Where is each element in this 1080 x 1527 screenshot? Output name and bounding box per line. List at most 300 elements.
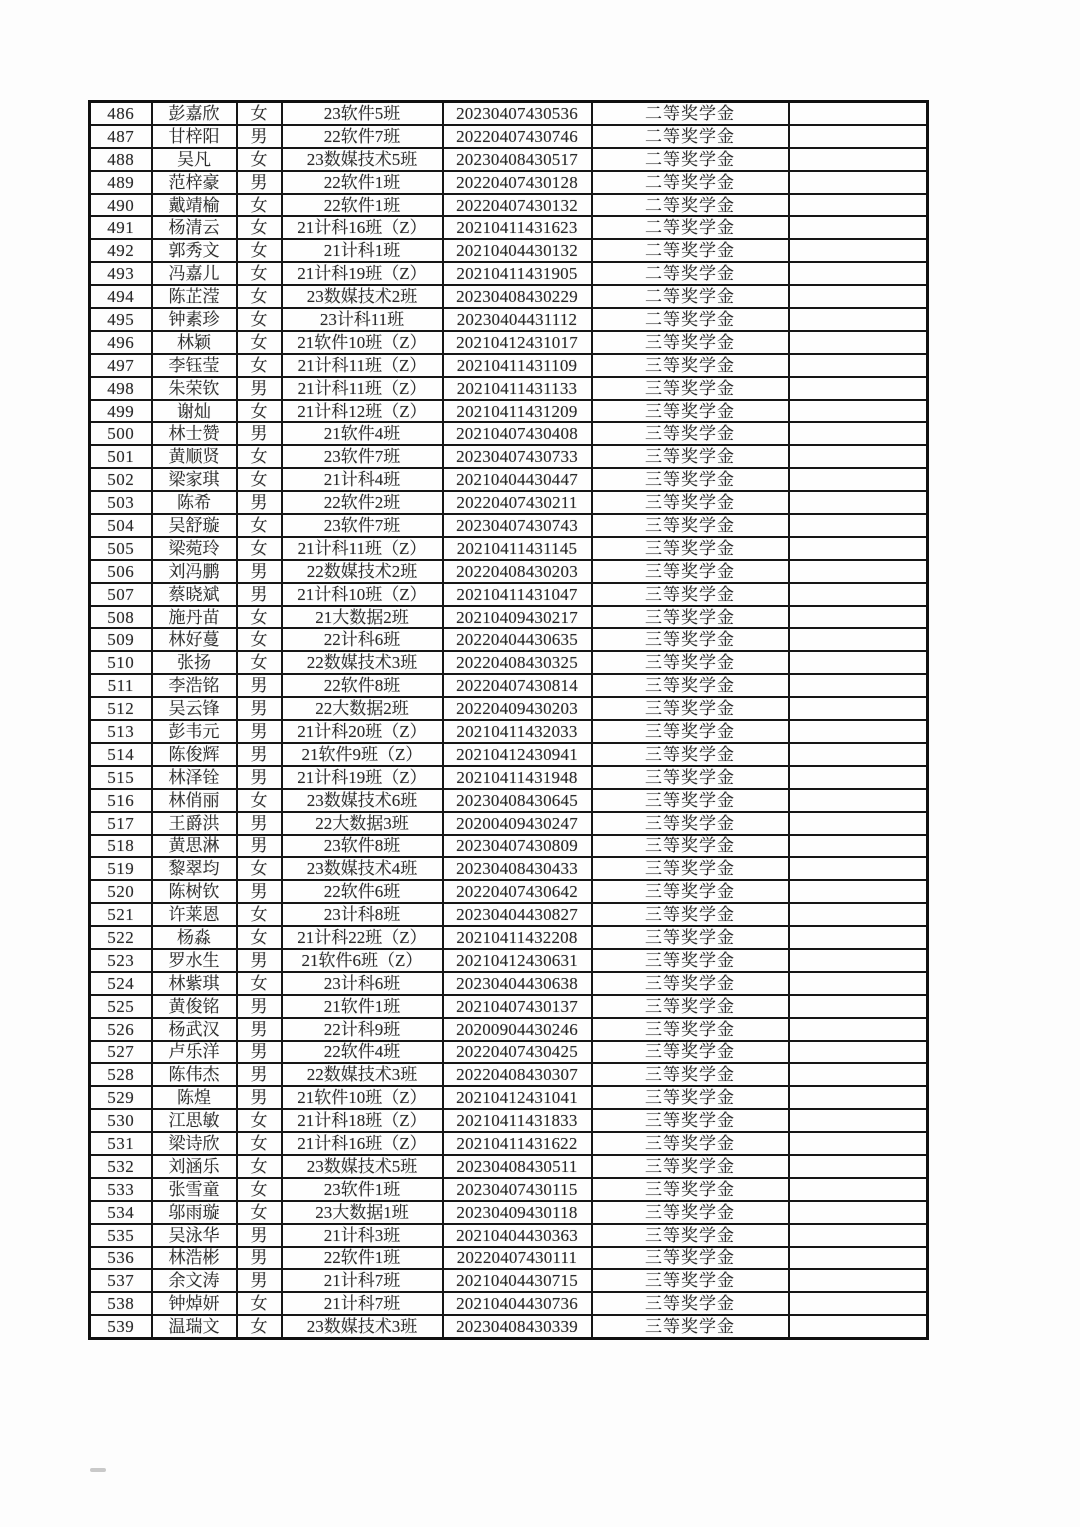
empty-cell xyxy=(789,1109,928,1132)
student-name: 范梓豪 xyxy=(152,171,237,194)
row-number: 523 xyxy=(90,949,152,972)
table-row xyxy=(90,285,928,308)
student-id: 20210404430736 xyxy=(443,1292,592,1315)
row-number: 505 xyxy=(90,537,152,560)
gender: 女 xyxy=(237,903,282,926)
scholarship-level: 三等奖学金 xyxy=(592,1292,789,1315)
student-id: 20230404430827 xyxy=(443,903,592,926)
row-number: 506 xyxy=(90,560,152,583)
row-number: 513 xyxy=(90,720,152,743)
class-name: 23数媒技术5班 xyxy=(282,148,443,171)
table-row xyxy=(90,331,928,354)
class-name: 22数媒技术3班 xyxy=(282,1063,443,1086)
student-id: 20230407430115 xyxy=(443,1178,592,1201)
student-name: 罗水生 xyxy=(152,949,237,972)
empty-cell xyxy=(789,445,928,468)
empty-cell xyxy=(789,560,928,583)
student-name: 江思敏 xyxy=(152,1109,237,1132)
empty-cell xyxy=(789,743,928,766)
student-name: 刘涵乐 xyxy=(152,1155,237,1178)
student-id: 20230407430733 xyxy=(443,445,592,468)
empty-cell xyxy=(789,1086,928,1109)
student-name: 卢乐洋 xyxy=(152,1041,237,1064)
table-row xyxy=(90,354,928,377)
student-name: 杨武汉 xyxy=(152,1018,237,1041)
student-id: 20210411432208 xyxy=(443,926,592,949)
class-name: 21软件6班（Z） xyxy=(282,949,443,972)
gender: 男 xyxy=(237,720,282,743)
gender: 男 xyxy=(237,674,282,697)
student-id: 20220404430635 xyxy=(443,628,592,651)
class-name: 22大数据3班 xyxy=(282,812,443,835)
gender: 男 xyxy=(237,995,282,1018)
table-row xyxy=(90,377,928,400)
row-number: 537 xyxy=(90,1269,152,1292)
scholarship-level: 三等奖学金 xyxy=(592,1109,789,1132)
student-name: 杨清云 xyxy=(152,216,237,239)
empty-cell xyxy=(789,491,928,514)
row-number: 496 xyxy=(90,331,152,354)
scholarship-level: 三等奖学金 xyxy=(592,583,789,606)
class-name: 21计科16班（Z） xyxy=(282,1132,443,1155)
table-row xyxy=(90,949,928,972)
table-row xyxy=(90,720,928,743)
student-id: 20210412430941 xyxy=(443,743,592,766)
table-row xyxy=(90,697,928,720)
empty-cell xyxy=(789,331,928,354)
row-number: 500 xyxy=(90,422,152,445)
scholarship-level: 三等奖学金 xyxy=(592,857,789,880)
table-row xyxy=(90,194,928,217)
table-row xyxy=(90,1201,928,1224)
gender: 男 xyxy=(237,880,282,903)
class-name: 22软件8班 xyxy=(282,674,443,697)
table-row xyxy=(90,1292,928,1315)
gender: 女 xyxy=(237,1155,282,1178)
table-row xyxy=(90,880,928,903)
student-id: 20220407430111 xyxy=(443,1247,592,1270)
row-number: 493 xyxy=(90,262,152,285)
scholarship-level: 三等奖学金 xyxy=(592,422,789,445)
class-name: 23软件8班 xyxy=(282,835,443,858)
scholarship-level: 三等奖学金 xyxy=(592,972,789,995)
gender: 男 xyxy=(237,171,282,194)
empty-cell xyxy=(789,1315,928,1338)
scholarship-level: 三等奖学金 xyxy=(592,331,789,354)
gender: 女 xyxy=(237,1178,282,1201)
empty-cell xyxy=(789,262,928,285)
table-row xyxy=(90,1041,928,1064)
student-name: 吴凡 xyxy=(152,148,237,171)
table-row xyxy=(90,491,928,514)
empty-cell xyxy=(789,1041,928,1064)
row-number: 511 xyxy=(90,674,152,697)
row-number: 512 xyxy=(90,697,152,720)
gender: 女 xyxy=(237,651,282,674)
empty-cell xyxy=(789,1178,928,1201)
gender: 女 xyxy=(237,354,282,377)
scholarship-level: 三等奖学金 xyxy=(592,1224,789,1247)
row-number: 514 xyxy=(90,743,152,766)
empty-cell xyxy=(789,903,928,926)
student-name: 陈希 xyxy=(152,491,237,514)
student-name: 邬雨璇 xyxy=(152,1201,237,1224)
gender: 男 xyxy=(237,1224,282,1247)
student-name: 梁诗欣 xyxy=(152,1132,237,1155)
student-id: 20220407430128 xyxy=(443,171,592,194)
empty-cell xyxy=(789,1292,928,1315)
student-name: 黄俊铭 xyxy=(152,995,237,1018)
student-name: 黄顺贤 xyxy=(152,445,237,468)
scholarship-level: 三等奖学金 xyxy=(592,995,789,1018)
row-number: 525 xyxy=(90,995,152,1018)
student-id: 20210409430217 xyxy=(443,606,592,629)
table-row xyxy=(90,766,928,789)
student-name: 吴泳华 xyxy=(152,1224,237,1247)
table-row xyxy=(90,972,928,995)
table-row xyxy=(90,422,928,445)
scholarship-level: 二等奖学金 xyxy=(592,171,789,194)
class-name: 22软件7班 xyxy=(282,125,443,148)
gender: 男 xyxy=(237,949,282,972)
student-name: 郭秀文 xyxy=(152,239,237,262)
class-name: 21软件10班（Z） xyxy=(282,331,443,354)
scholarship-level: 三等奖学金 xyxy=(592,514,789,537)
table-row xyxy=(90,789,928,812)
row-number: 517 xyxy=(90,812,152,835)
empty-cell xyxy=(789,1201,928,1224)
scholarship-level: 三等奖学金 xyxy=(592,1018,789,1041)
scholarship-level: 三等奖学金 xyxy=(592,1086,789,1109)
scholarship-level: 三等奖学金 xyxy=(592,445,789,468)
scholarship-level: 三等奖学金 xyxy=(592,1269,789,1292)
class-name: 23软件7班 xyxy=(282,445,443,468)
row-number: 539 xyxy=(90,1315,152,1338)
class-name: 21软件1班 xyxy=(282,995,443,1018)
gender: 女 xyxy=(237,926,282,949)
student-id: 20210404430132 xyxy=(443,239,592,262)
empty-cell xyxy=(789,1018,928,1041)
student-id: 20230404430638 xyxy=(443,972,592,995)
row-number: 535 xyxy=(90,1224,152,1247)
student-id: 20210407430137 xyxy=(443,995,592,1018)
scholarship-level: 三等奖学金 xyxy=(592,537,789,560)
student-id: 20210407430408 xyxy=(443,422,592,445)
student-id: 20220409430203 xyxy=(443,697,592,720)
student-id: 20230408430433 xyxy=(443,857,592,880)
student-id: 20230407430743 xyxy=(443,514,592,537)
gender: 女 xyxy=(237,445,282,468)
table-row xyxy=(90,125,928,148)
table-row xyxy=(90,674,928,697)
student-id: 20220407430211 xyxy=(443,491,592,514)
gender: 女 xyxy=(237,1292,282,1315)
student-id: 20210411431047 xyxy=(443,583,592,606)
gender: 男 xyxy=(237,125,282,148)
empty-cell xyxy=(789,125,928,148)
scholarship-level: 三等奖学金 xyxy=(592,835,789,858)
row-number: 534 xyxy=(90,1201,152,1224)
empty-cell xyxy=(789,102,928,125)
student-name: 黄思淋 xyxy=(152,835,237,858)
student-name: 林浩彬 xyxy=(152,1247,237,1270)
row-number: 538 xyxy=(90,1292,152,1315)
student-name: 朱荣钦 xyxy=(152,377,237,400)
class-name: 22软件1班 xyxy=(282,1247,443,1270)
class-name: 23计科8班 xyxy=(282,903,443,926)
gender: 男 xyxy=(237,491,282,514)
class-name: 23软件1班 xyxy=(282,1178,443,1201)
empty-cell xyxy=(789,697,928,720)
class-name: 23数媒技术5班 xyxy=(282,1155,443,1178)
row-number: 504 xyxy=(90,514,152,537)
student-id: 20210411431623 xyxy=(443,216,592,239)
scholarship-level: 二等奖学金 xyxy=(592,308,789,331)
empty-cell xyxy=(789,400,928,423)
gender: 男 xyxy=(237,1018,282,1041)
class-name: 22数媒技术3班 xyxy=(282,651,443,674)
student-id: 20210411432033 xyxy=(443,720,592,743)
empty-cell xyxy=(789,812,928,835)
table-row xyxy=(90,171,928,194)
scholarship-level: 三等奖学金 xyxy=(592,560,789,583)
empty-cell xyxy=(789,422,928,445)
gender: 女 xyxy=(237,239,282,262)
class-name: 22软件1班 xyxy=(282,171,443,194)
empty-cell xyxy=(789,720,928,743)
student-name: 杨淼 xyxy=(152,926,237,949)
row-number: 527 xyxy=(90,1041,152,1064)
class-name: 23数媒技术3班 xyxy=(282,1315,443,1338)
row-number: 508 xyxy=(90,606,152,629)
row-number: 507 xyxy=(90,583,152,606)
gender: 男 xyxy=(237,583,282,606)
student-name: 陈伟杰 xyxy=(152,1063,237,1086)
scholarship-level: 二等奖学金 xyxy=(592,285,789,308)
student-name: 施丹苗 xyxy=(152,606,237,629)
scholarship-level: 三等奖学金 xyxy=(592,1315,789,1338)
scholarship-level: 三等奖学金 xyxy=(592,651,789,674)
table-row xyxy=(90,445,928,468)
empty-cell xyxy=(789,216,928,239)
empty-cell xyxy=(789,1224,928,1247)
empty-cell xyxy=(789,880,928,903)
table-row xyxy=(90,1247,928,1270)
student-name: 冯嘉儿 xyxy=(152,262,237,285)
row-number: 532 xyxy=(90,1155,152,1178)
empty-cell xyxy=(789,766,928,789)
scholarship-level: 二等奖学金 xyxy=(592,125,789,148)
empty-cell xyxy=(789,239,928,262)
empty-cell xyxy=(789,468,928,491)
student-id: 20210411431133 xyxy=(443,377,592,400)
student-id: 20230404431112 xyxy=(443,308,592,331)
class-name: 21计科7班 xyxy=(282,1269,443,1292)
scholarship-level: 三等奖学金 xyxy=(592,720,789,743)
gender: 男 xyxy=(237,1063,282,1086)
gender: 女 xyxy=(237,606,282,629)
empty-cell xyxy=(789,1155,928,1178)
row-number: 530 xyxy=(90,1109,152,1132)
empty-cell xyxy=(789,148,928,171)
class-name: 21计科1班 xyxy=(282,239,443,262)
class-name: 23软件7班 xyxy=(282,514,443,537)
empty-cell xyxy=(789,354,928,377)
scholarship-level: 三等奖学金 xyxy=(592,1041,789,1064)
student-name: 钟素珍 xyxy=(152,308,237,331)
student-name: 蔡晓斌 xyxy=(152,583,237,606)
row-number: 519 xyxy=(90,857,152,880)
student-id: 20210412430631 xyxy=(443,949,592,972)
row-number: 520 xyxy=(90,880,152,903)
student-name: 陈俊辉 xyxy=(152,743,237,766)
class-name: 22计科9班 xyxy=(282,1018,443,1041)
student-name: 李浩铭 xyxy=(152,674,237,697)
scholarship-level: 三等奖学金 xyxy=(592,354,789,377)
gender: 女 xyxy=(237,972,282,995)
row-number: 498 xyxy=(90,377,152,400)
student-name: 陈芷滢 xyxy=(152,285,237,308)
student-id: 20230409430118 xyxy=(443,1201,592,1224)
scholarship-level: 三等奖学金 xyxy=(592,606,789,629)
class-name: 23计科11班 xyxy=(282,308,443,331)
student-name: 梁菀玲 xyxy=(152,537,237,560)
row-number: 503 xyxy=(90,491,152,514)
table-row xyxy=(90,1178,928,1201)
empty-cell xyxy=(789,171,928,194)
class-name: 22计科6班 xyxy=(282,628,443,651)
student-name: 林俏丽 xyxy=(152,789,237,812)
student-name: 林紫琪 xyxy=(152,972,237,995)
scholarship-level: 三等奖学金 xyxy=(592,1201,789,1224)
student-id: 20230408430517 xyxy=(443,148,592,171)
scholarship-level: 二等奖学金 xyxy=(592,239,789,262)
student-name: 甘梓阳 xyxy=(152,125,237,148)
scholarship-level: 三等奖学金 xyxy=(592,1247,789,1270)
empty-cell xyxy=(789,972,928,995)
student-id: 20230408430229 xyxy=(443,285,592,308)
table-row xyxy=(90,308,928,331)
student-id: 20210404430447 xyxy=(443,468,592,491)
gender: 男 xyxy=(237,697,282,720)
scholarship-table xyxy=(88,100,929,1340)
table-row xyxy=(90,743,928,766)
table-row xyxy=(90,903,928,926)
student-id: 20210411431109 xyxy=(443,354,592,377)
scholarship-level: 三等奖学金 xyxy=(592,926,789,949)
scholarship-level: 三等奖学金 xyxy=(592,766,789,789)
table-row xyxy=(90,628,928,651)
student-name: 林颖 xyxy=(152,331,237,354)
row-number: 528 xyxy=(90,1063,152,1086)
student-id: 20200409430247 xyxy=(443,812,592,835)
table-row xyxy=(90,812,928,835)
gender: 女 xyxy=(237,1132,282,1155)
row-number: 509 xyxy=(90,628,152,651)
student-name: 王爵洪 xyxy=(152,812,237,835)
table-row xyxy=(90,400,928,423)
row-number: 489 xyxy=(90,171,152,194)
empty-cell xyxy=(789,1269,928,1292)
table-row xyxy=(90,560,928,583)
student-name: 林士赞 xyxy=(152,422,237,445)
row-number: 529 xyxy=(90,1086,152,1109)
gender: 女 xyxy=(237,468,282,491)
table-row xyxy=(90,1086,928,1109)
student-id: 20230407430809 xyxy=(443,835,592,858)
student-id: 20210412431041 xyxy=(443,1086,592,1109)
class-name: 21计科19班（Z） xyxy=(282,262,443,285)
empty-cell xyxy=(789,285,928,308)
student-id: 20220407430642 xyxy=(443,880,592,903)
class-name: 21计科7班 xyxy=(282,1292,443,1315)
class-name: 23大数据1班 xyxy=(282,1201,443,1224)
class-name: 23数媒技术6班 xyxy=(282,789,443,812)
class-name: 21计科20班（Z） xyxy=(282,720,443,743)
class-name: 21计科3班 xyxy=(282,1224,443,1247)
empty-cell xyxy=(789,835,928,858)
empty-cell xyxy=(789,628,928,651)
gender: 男 xyxy=(237,422,282,445)
student-name: 李钰莹 xyxy=(152,354,237,377)
scholarship-level: 三等奖学金 xyxy=(592,949,789,972)
class-name: 21计科19班（Z） xyxy=(282,766,443,789)
gender: 女 xyxy=(237,308,282,331)
class-name: 22软件4班 xyxy=(282,1041,443,1064)
row-number: 492 xyxy=(90,239,152,262)
scholarship-level: 二等奖学金 xyxy=(592,216,789,239)
gender: 女 xyxy=(237,194,282,217)
scholarship-level: 三等奖学金 xyxy=(592,903,789,926)
gender: 女 xyxy=(237,857,282,880)
table-row xyxy=(90,1224,928,1247)
class-name: 21软件10班（Z） xyxy=(282,1086,443,1109)
student-id: 20220408430307 xyxy=(443,1063,592,1086)
gender: 女 xyxy=(237,789,282,812)
row-number: 536 xyxy=(90,1247,152,1270)
class-name: 21计科12班（Z） xyxy=(282,400,443,423)
table-row xyxy=(90,468,928,491)
table-row xyxy=(90,1155,928,1178)
gender: 女 xyxy=(237,216,282,239)
student-id: 20220408430325 xyxy=(443,651,592,674)
row-number: 487 xyxy=(90,125,152,148)
row-number: 515 xyxy=(90,766,152,789)
class-name: 23数媒技术2班 xyxy=(282,285,443,308)
student-id: 20230407430536 xyxy=(443,102,592,125)
row-number: 531 xyxy=(90,1132,152,1155)
empty-cell xyxy=(789,377,928,400)
scholarship-table-body xyxy=(90,102,928,1339)
student-id: 20210411431145 xyxy=(443,537,592,560)
scholarship-level: 三等奖学金 xyxy=(592,377,789,400)
gender: 男 xyxy=(237,835,282,858)
gender: 女 xyxy=(237,102,282,125)
student-name: 林泽铨 xyxy=(152,766,237,789)
gender: 男 xyxy=(237,812,282,835)
class-name: 21计科10班（Z） xyxy=(282,583,443,606)
row-number: 502 xyxy=(90,468,152,491)
student-id: 20210412431017 xyxy=(443,331,592,354)
class-name: 22软件1班 xyxy=(282,194,443,217)
student-id: 20210404430363 xyxy=(443,1224,592,1247)
table-row xyxy=(90,857,928,880)
student-id: 20210411431905 xyxy=(443,262,592,285)
table-row xyxy=(90,1063,928,1086)
student-name: 许莱恩 xyxy=(152,903,237,926)
gender: 女 xyxy=(237,1109,282,1132)
student-name: 张雪童 xyxy=(152,1178,237,1201)
